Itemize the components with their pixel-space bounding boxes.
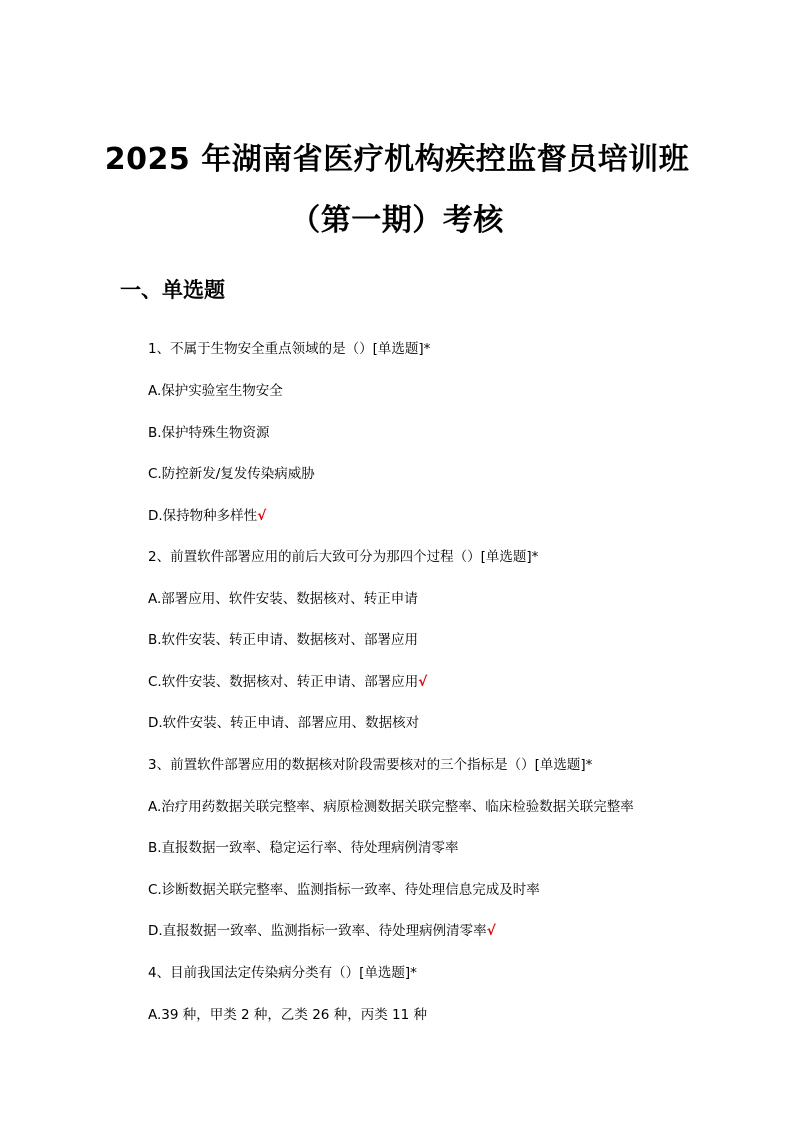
option-text: C.诊断数据关联完整率、监测指标一致率、待处理信息完成及时率 [148, 882, 540, 898]
document-title-line2: （第一期）考核 [290, 203, 504, 238]
section-heading: 一、单选题 [120, 278, 225, 302]
option-text: B.直报数据一致率、稳定运行率、待处理病例清零率 [148, 840, 459, 856]
option-d [148, 919, 496, 939]
correct-check-icon: √ [418, 674, 428, 690]
option-text: A.保护实验室生物安全 [148, 383, 283, 399]
option-text: D.直报数据一致率、监测指标一致率、待处理病例清零率 [148, 923, 487, 939]
question-stem: 1、不属于生物安全重点领域的是（）[单选题]* [148, 341, 431, 357]
question-stem: 2、前置软件部署应用的前后大致可分为那四个过程（）[单选题]* [148, 549, 539, 565]
option-text: D.保持物种多样性 [148, 508, 258, 524]
option-a [148, 587, 418, 607]
option-a [148, 379, 283, 399]
question-stem: 4、目前我国法定传染病分类有（）[单选题]* [148, 965, 417, 981]
option-text: A.部署应用、软件安装、数据核对、转正申请 [148, 591, 418, 607]
document-title-line1: 2025 年湖南省医疗机构疾控监督员培训班 [104, 142, 690, 177]
option-d [148, 711, 419, 731]
option-c [148, 462, 315, 482]
option-text: B.保护特殊生物资源 [148, 425, 270, 441]
option-c [148, 670, 427, 690]
option-a [148, 795, 634, 815]
correct-check-icon: √ [257, 508, 267, 524]
option-text: A.治疗用药数据关联完整率、病原检测数据关联完整率、临床检验数据关联完整率 [148, 799, 634, 815]
option-b [148, 836, 459, 856]
option-text: B.软件安装、转正申请、数据核对、部署应用 [148, 632, 419, 648]
option-text: A.39 种，甲类 2 种，乙类 26 种，丙类 11 种 [148, 1007, 427, 1023]
option-text: D.软件安装、转正申请、部署应用、数据核对 [148, 715, 420, 731]
correct-check-icon: √ [486, 923, 496, 939]
option-text: C.软件安装、数据核对、转正申请、部署应用 [148, 674, 419, 690]
option-a [148, 1003, 427, 1023]
option-b [148, 628, 418, 648]
question-stem: 3、前置软件部署应用的数据核对阶段需要核对的三个指标是（）[单选题]* [148, 757, 593, 773]
option-b [148, 421, 270, 441]
option-text: C.防控新发/复发传染病威胁 [148, 466, 315, 482]
option-c [148, 878, 540, 898]
option-d [148, 504, 266, 524]
